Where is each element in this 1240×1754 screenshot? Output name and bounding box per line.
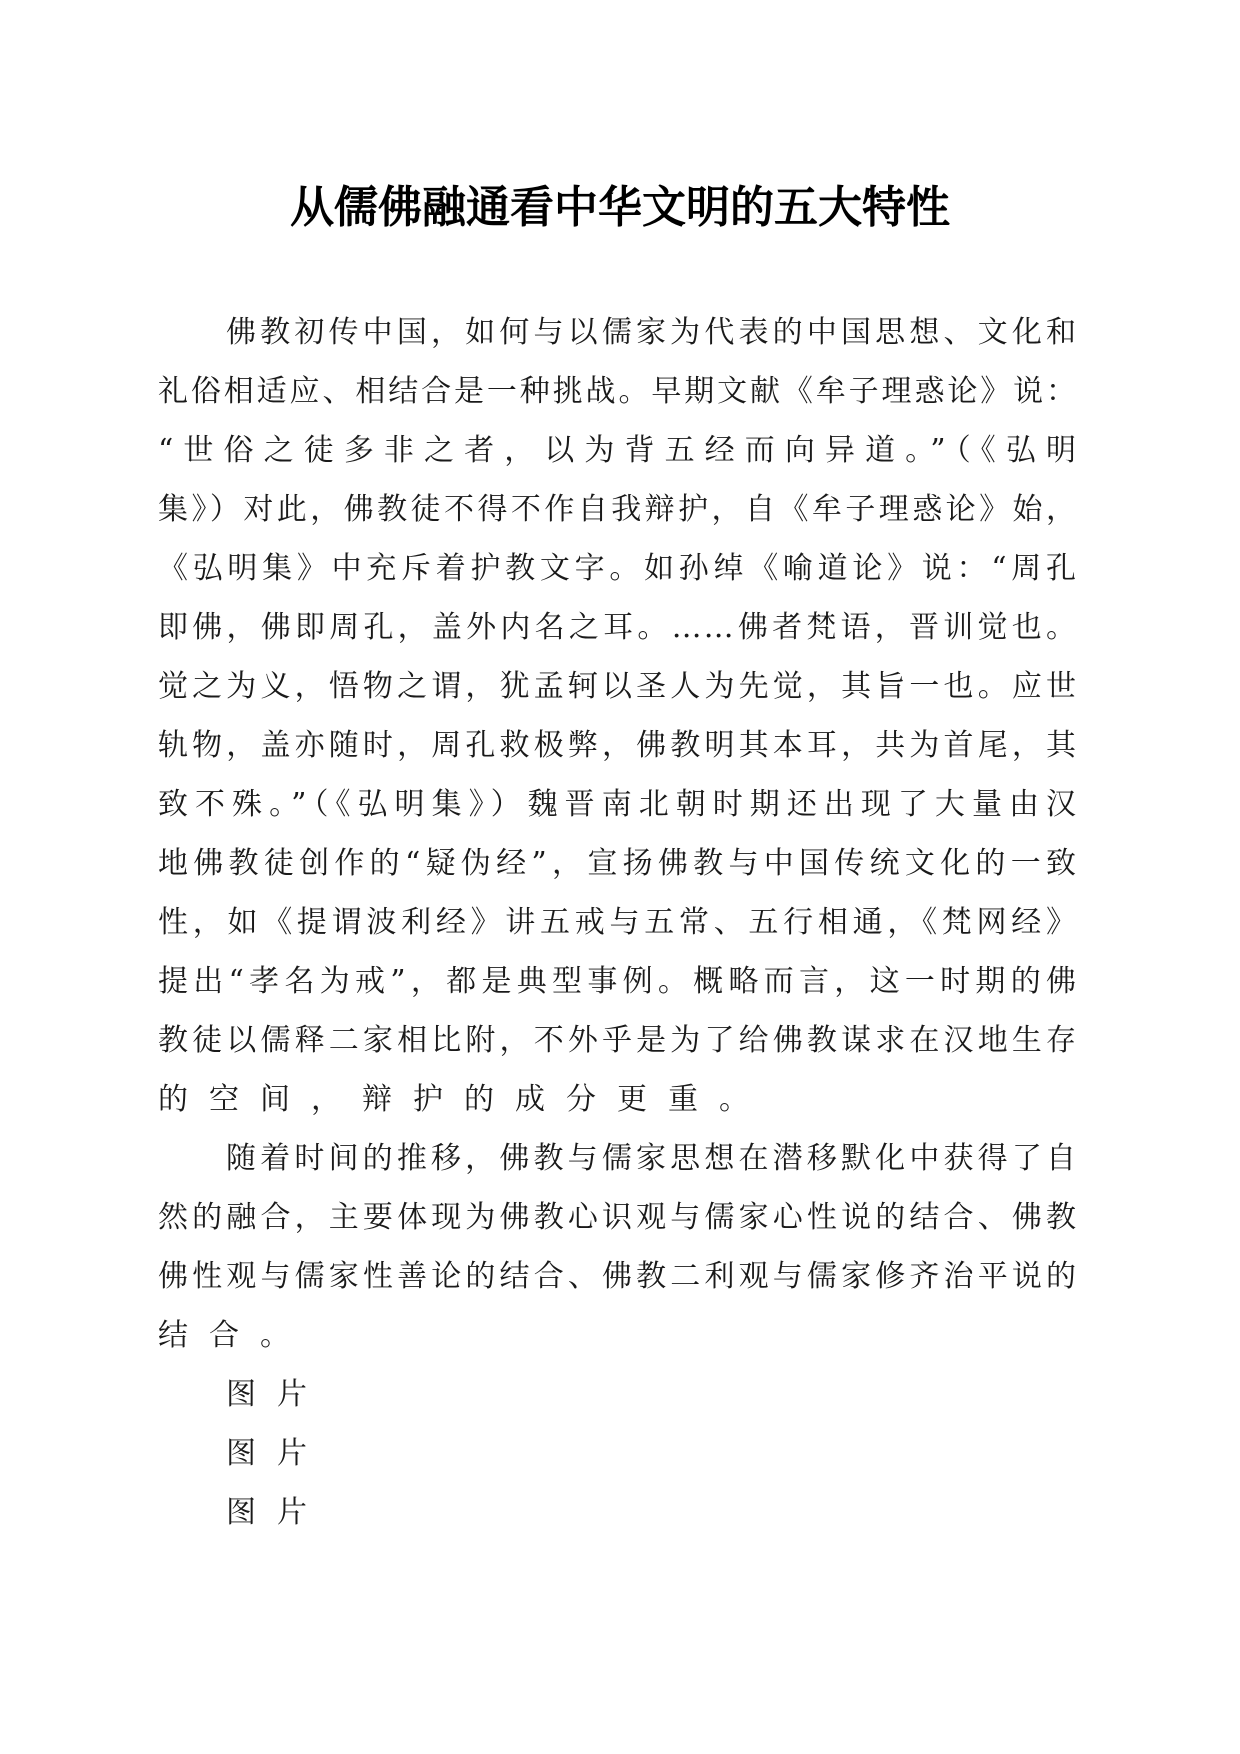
text-line: 教徒以儒释二家相比附，不外乎是为了给佛教谋求在汉地生存	[158, 1023, 1078, 1058]
paragraph-2	[158, 1129, 1078, 1365]
text-line: 然的融合，主要体现为佛教心识观与儒家心性说的结合、佛教	[158, 1200, 1078, 1235]
text-line: 地佛教徒创作的“疑伪经”，宣扬佛教与中国传统文化的一致	[158, 846, 1078, 881]
text-line: 轨物，盖亦随时，周孔救极弊，佛教明其本耳，共为首尾，其	[158, 728, 1078, 763]
image-placeholders	[158, 1365, 1078, 1542]
image-placeholder-label: 图片	[226, 1436, 328, 1471]
text-line: 的空间，辩护的成分更重。	[158, 1082, 770, 1117]
text-line: 致不殊。”（《弘明集》）魏晋南北朝时期还出现了大量由汉	[158, 787, 1078, 822]
document-body	[158, 303, 1078, 1542]
image-placeholder-label: 图片	[226, 1377, 328, 1412]
text-line: 即佛，佛即周孔，盖外内名之耳。……佛者梵语，晋训觉也。	[158, 610, 1078, 645]
paragraph-1	[158, 303, 1078, 1129]
text-line: 性，如《提谓波利经》讲五戒与五常、五行相通，《梵网经》	[158, 905, 1078, 940]
text-line: 佛性观与儒家性善论的结合、佛教二利观与儒家修齐治平说的	[158, 1259, 1078, 1294]
text-line: 提出“孝名为戒”，都是典型事例。概略而言，这一时期的佛	[158, 964, 1078, 999]
document-title: 从儒佛融通看中华文明的五大特性	[290, 182, 950, 233]
text-line: 觉之为义，悟物之谓，犹孟轲以圣人为先觉，其旨一也。应世	[158, 669, 1078, 704]
text-line: 结合。	[158, 1318, 311, 1353]
text-line: 《弘明集》中充斥着护教文字。如孙绰《喻道论》说：“周孔	[158, 551, 1078, 586]
image-placeholder-label: 图片	[226, 1495, 328, 1530]
text-line: 佛教初传中国，如何与以儒家为代表的中国思想、文化和	[226, 315, 1078, 350]
text-line: 随着时间的推移，佛教与儒家思想在潜移默化中获得了自	[226, 1141, 1078, 1176]
text-line: “世俗之徒多非之者，以为背五经而向异道。”（《弘明	[158, 433, 1078, 468]
text-line: 礼俗相适应、相结合是一种挑战。早期文献《牟子理惑论》说：	[158, 374, 1078, 409]
text-line: 集》）对此，佛教徒不得不作自我辩护，自《牟子理惑论》始，	[158, 492, 1078, 527]
